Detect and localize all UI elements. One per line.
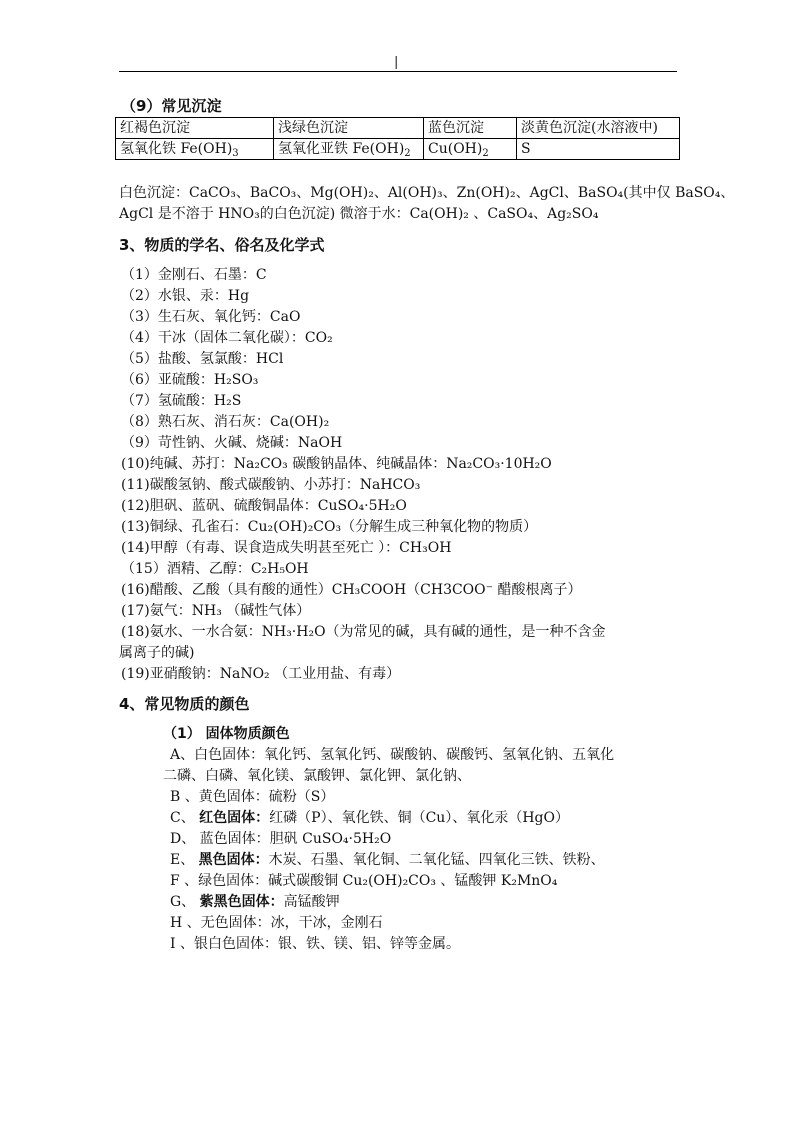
table-cell — [116, 139, 274, 160]
list-item: （8）熟石灰、消石灰：Ca(OH)₂ — [121, 414, 330, 430]
list-item: （15）酒精、乙醇：C₂H₅OH — [121, 561, 309, 577]
line-bold-label: 红色固体： — [199, 810, 270, 826]
header-rule — [119, 71, 677, 72]
cell-subscript: 2 — [482, 148, 489, 159]
color-line-e — [170, 850, 605, 870]
line-text: 冰，干冰，金刚石 — [270, 915, 383, 931]
precipitate-table — [115, 117, 680, 160]
line-text: 胆矾 CuSO₄·5H₂O — [269, 831, 392, 847]
table-cell — [517, 139, 680, 160]
line-text: 木炭、石墨、氧化铜、二氧化锰、四氧化三铁、铁粉、 — [268, 852, 605, 868]
table-header-cell: 淡黄色沉淀(水溶液中) — [517, 118, 680, 139]
line-prefix: G、 — [170, 894, 200, 910]
table-header-row — [116, 118, 680, 139]
cell-subscript: 3 — [232, 148, 239, 159]
line-bold-label: 黑色固体： — [198, 852, 269, 868]
section-3-title: 3、物质的学名、俗名及化学式 — [119, 236, 325, 254]
list-item: (19)亚硝酸钠：NaNO₂ （工业用盐、有毒） — [121, 666, 401, 682]
list-item: （5）盐酸、氢氯酸：HCl — [121, 351, 284, 367]
table-cell — [424, 139, 517, 160]
line-bold-label: 紫黑色固体： — [199, 894, 284, 910]
line-prefix: I 、银白色固体： — [170, 936, 278, 952]
list-item: （3）生石灰、氧化钙：CaO — [121, 309, 301, 325]
table-header-cell: 红褐色沉淀 — [116, 118, 274, 139]
color-line-h — [170, 913, 383, 933]
list-item: （2）水银、汞：Hg — [121, 288, 250, 304]
color-line-i — [170, 934, 460, 954]
line-text: 碱式碳酸铜 Cu₂(OH)₂CO₃ 、锰酸钾 K₂MnO₄ — [268, 873, 558, 889]
list-item: （7）氢硫酸：H₂S — [121, 393, 242, 409]
list-item: (14)甲醇（有毒、误食造成失明甚至死亡 ）：CH₃OH — [121, 540, 452, 556]
header-mark: | — [394, 55, 399, 70]
line-text: 红磷（P）、氧化铁、铜（Cu）、氧化汞（HgO） — [269, 810, 569, 826]
color-line-f — [170, 871, 557, 891]
table-cell — [274, 139, 424, 160]
section-4-title: 4、常见物质的颜色 — [119, 695, 250, 713]
white-precipitate-line-1: 白色沉淀：CaCO₃、BaCO₃、Mg(OH)₂、Al(OH)₃、Zn(OH)₂、AgCl、BaSO₄(其中仅 BaSO₄、 — [119, 185, 735, 201]
cell-text: S — [521, 141, 531, 157]
color-line-a-cont — [163, 766, 471, 786]
line-prefix: D、 蓝色固体： — [170, 831, 270, 847]
cell-subscript: 2 — [404, 148, 411, 159]
list-item: （1）金刚石、石墨：C — [121, 267, 267, 283]
color-line-d — [170, 829, 391, 849]
line-text: 二磷、白磷、氧化镁、氯酸钾、氯化钾、氯化钠、 — [163, 768, 471, 784]
list-item: (13)铜绿、孔雀石：Cu₂(OH)₂CO₃（分解生成三种氧化物的物质） — [121, 519, 538, 535]
list-item: （9）苛性钠、火碱、烧碱：NaOH — [121, 435, 343, 451]
cell-text: Cu(OH) — [428, 141, 483, 157]
line-text: 硫粉（S） — [268, 789, 335, 805]
line-prefix: A、白色固体： — [170, 747, 265, 763]
table-row — [116, 139, 680, 160]
line-text: 银、铁、镁、铝、锌等金属。 — [277, 936, 460, 952]
color-line-a — [170, 745, 614, 765]
table-header-cell: 蓝色沉淀 — [424, 118, 517, 139]
line-prefix: C、 — [170, 810, 200, 826]
color-line-c — [170, 808, 569, 828]
table-header-cell: 浅绿色沉淀 — [274, 118, 424, 139]
cell-text: 氢氧化亚铁 Fe(OH) — [278, 141, 405, 157]
list-item-continuation: 属离子的碱) — [119, 645, 195, 661]
list-item: (10)纯碱、苏打：Na₂CO₃ 碳酸钠晶体、纯碱晶体：Na₂CO₃·10H₂O — [121, 456, 552, 472]
list-item: (17)氨气：NH₃ （碱性气体） — [121, 603, 311, 619]
line-text: 高锰酸钾 — [283, 894, 340, 910]
list-item: （6）亚硫酸：H₂SO₃ — [121, 372, 259, 388]
list-item: (12)胆矾、蓝矾、硫酸铜晶体：CuSO₄·5H₂O — [121, 498, 407, 514]
section-4-subtitle: （1） 固体物质颜色 — [163, 726, 290, 742]
section-9-title: （9）常见沉淀 — [121, 97, 222, 115]
white-precipitate-line-2: AgCl 是不溶于 HNO₃的白色沉淀) 微溶于水：Ca(OH)₂ 、CaSO₄、Ag₂SO₄ — [119, 206, 599, 222]
list-item: (18)氨水、一水合氨：NH₃·H₂O（为常见的碱，具有碱的通性，是一种不含金 — [121, 624, 606, 640]
list-item: (16)醋酸、乙酸（具有酸的通性）CH₃COOH（CH3COO⁻ 醋酸根离子） — [121, 582, 582, 598]
color-line-g — [170, 892, 340, 912]
line-prefix: F 、绿色固体： — [170, 873, 269, 889]
line-prefix: B 、黄色固体： — [170, 789, 269, 805]
line-prefix: H 、无色固体： — [170, 915, 271, 931]
list-item: （4）干冰（固体二氧化碳）：CO₂ — [121, 330, 333, 346]
cell-text: 氢氧化铁 Fe(OH) — [120, 141, 233, 157]
line-prefix: E、 — [170, 852, 199, 868]
color-line-b — [170, 787, 334, 807]
list-item: (11)碳酸氢钠、酸式碳酸钠、小苏打：NaHCO₃ — [121, 477, 421, 493]
line-text: 氧化钙、氢氧化钙、碳酸钠、碳酸钙、氢氧化钠、五氧化 — [264, 747, 615, 763]
